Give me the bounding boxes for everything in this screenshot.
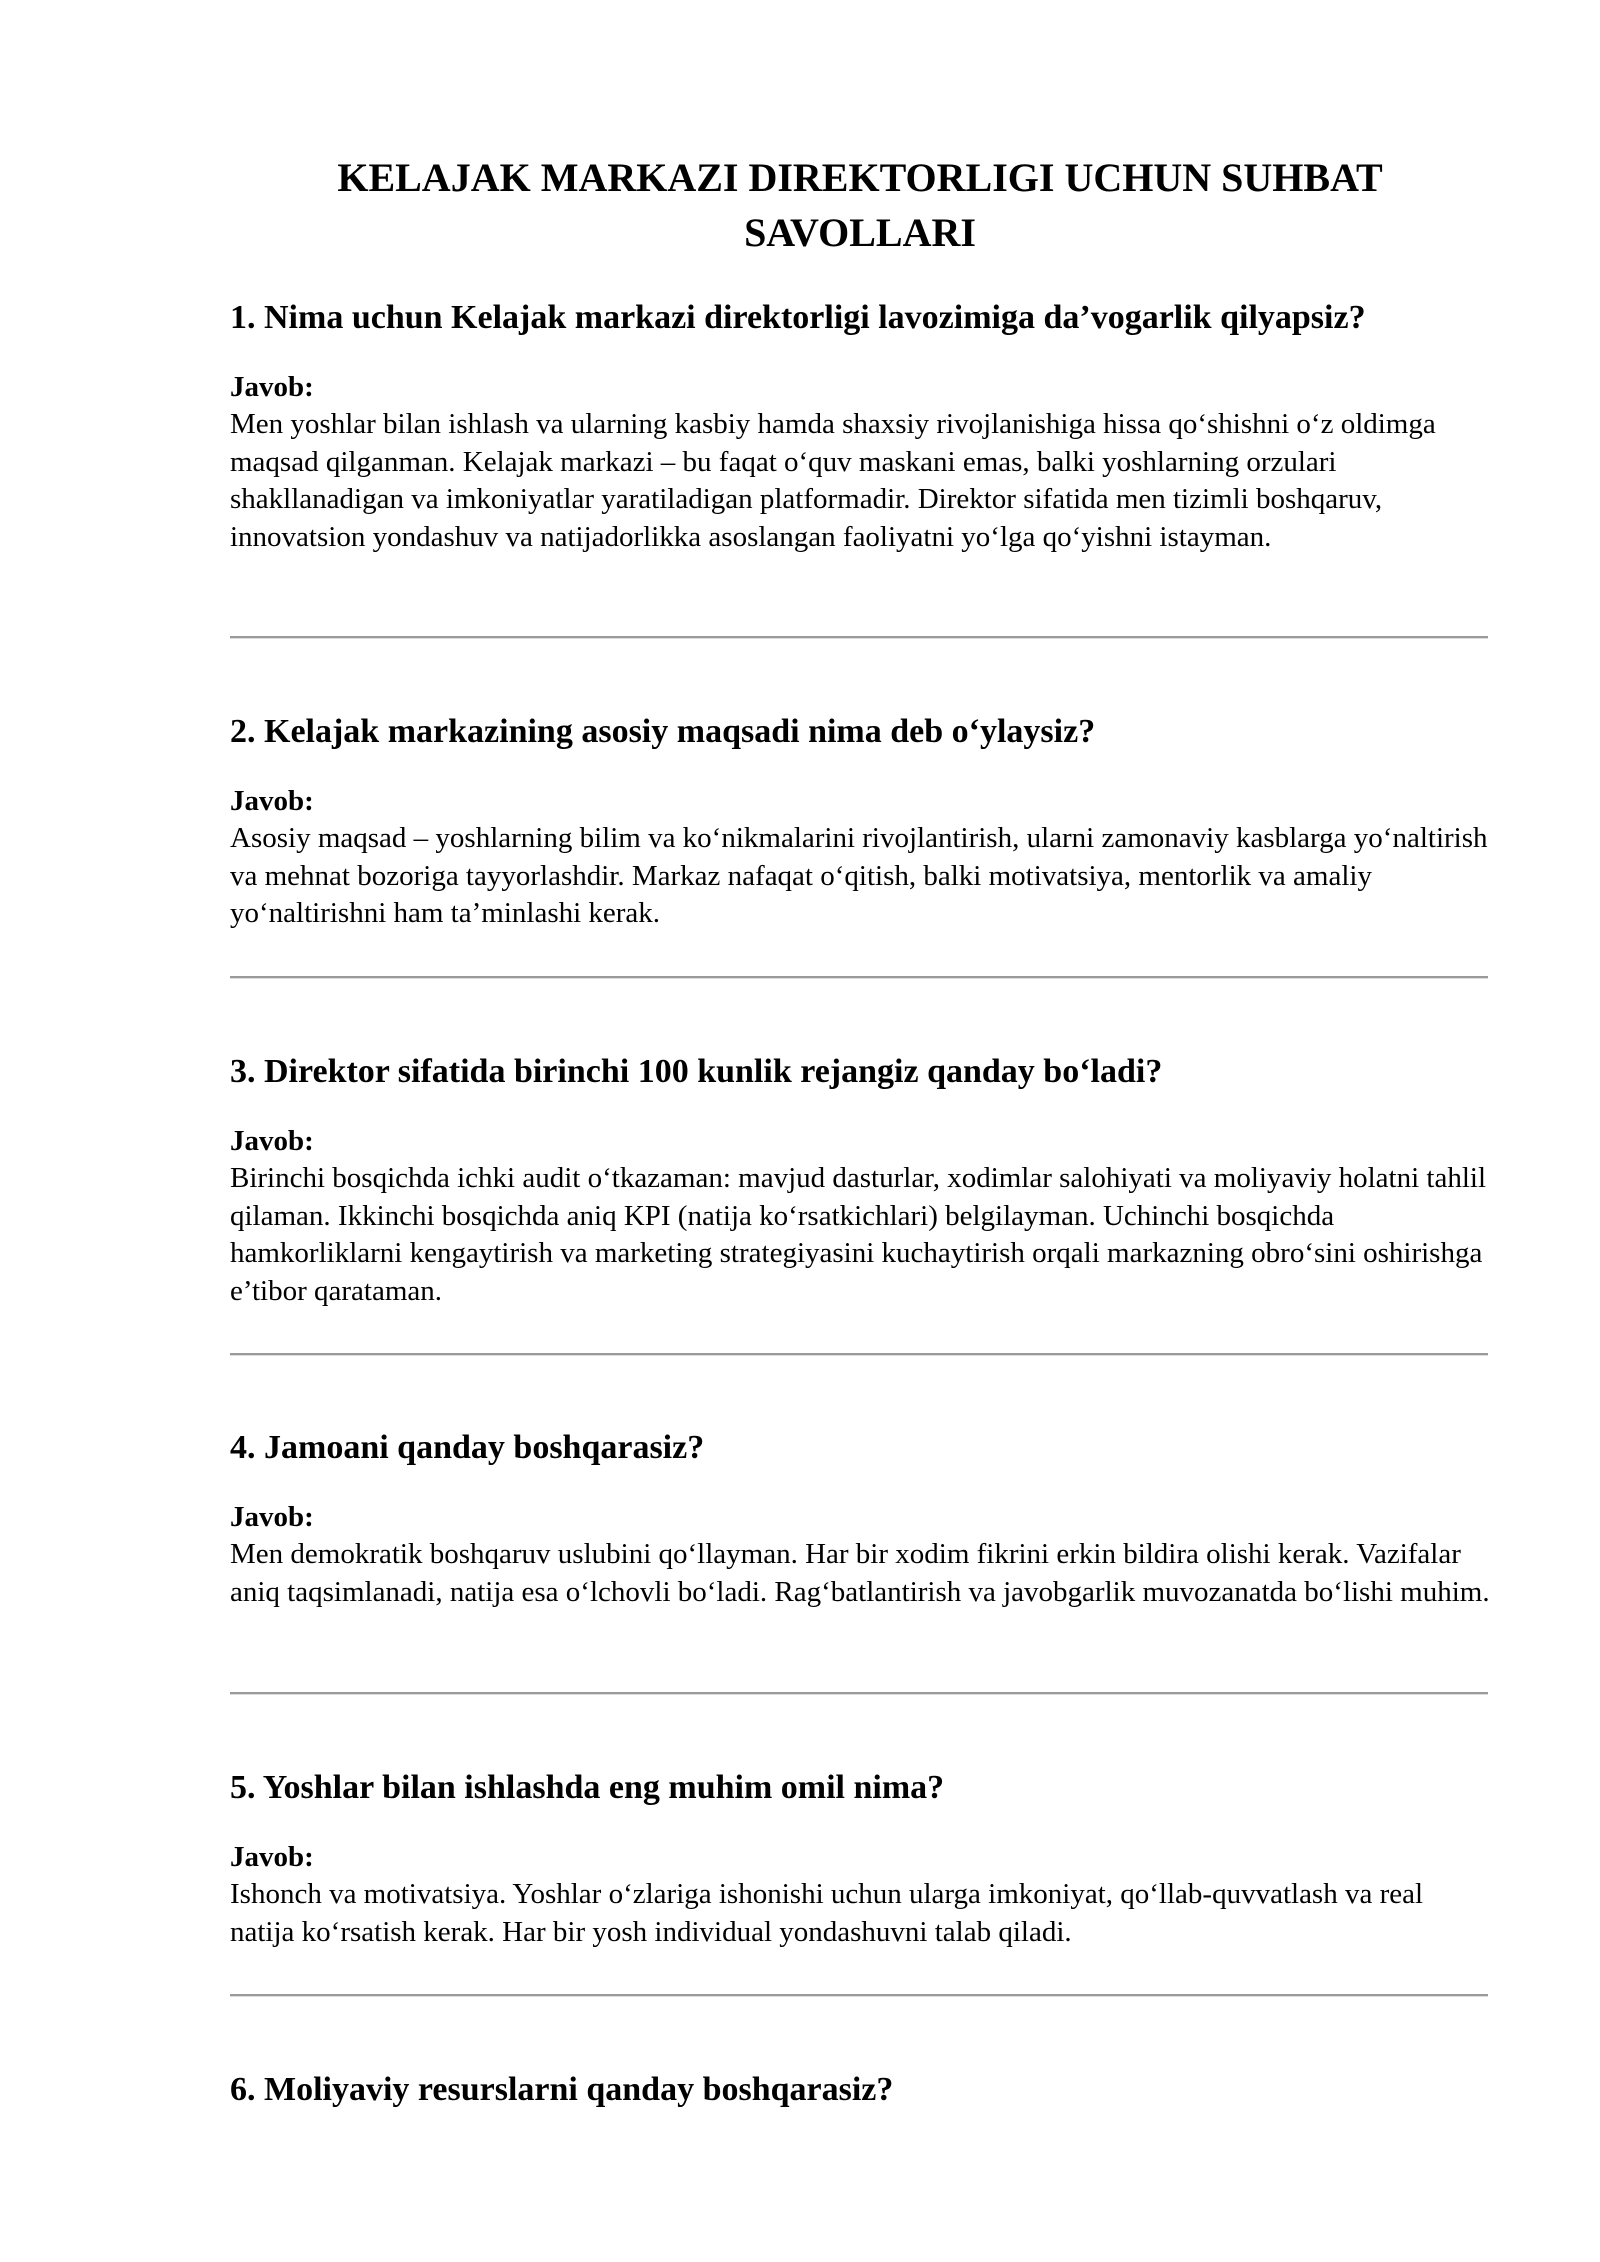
question-3: 3. Direktor sifatida birinchi 100 kunlik rejangiz qanday bo‘ladi? xyxy=(230,1053,1163,1090)
answer-label-5: Javob: xyxy=(230,1841,314,1873)
qa-section-6 xyxy=(230,2070,1490,2110)
question-5: 5. Yoshlar bilan ishlashda eng muhim omil nima? xyxy=(230,1769,945,1806)
section-divider-3 xyxy=(230,1353,1488,1356)
answer-label-4: Javob: xyxy=(230,1501,314,1533)
qa-section-5 xyxy=(230,1768,1490,1951)
answer-text-1: Men yoshlar bilan ishlash va ularning kasbiy hamda shaxsiy rivojlanishiga hissa qo‘shishni o‘z oldimga maqsad qilganman. Kelajak markazi – bu faqat o‘quv maskani emas, balki yoshlarning orzulari shakllanadigan va imkoniyatlar yaratiladigan platformadir. Direktor sifatida men tizimli boshqaruv, innovatsion yondashuv va natijadorlikka asoslangan faoliyatni yo‘lga qo‘yishni istayman. xyxy=(230,408,1436,553)
section-divider-2 xyxy=(230,976,1488,979)
qa-section-4 xyxy=(230,1428,1490,1611)
answer-text-2: Asosiy maqsad – yoshlarning bilim va ko‘nikmalarini rivojlantirish, ularni zamonaviy kasblarga yo‘naltirish va mehnat bozoriga tayyorlashdir. Markaz nafaqat o‘qitish, balki motivatsiya, mentorlik va amaliy yo‘naltirishni ham ta’minlashi kerak. xyxy=(230,822,1488,929)
qa-section-2 xyxy=(230,712,1490,933)
question-4: 4. Jamoani qanday boshqarasiz? xyxy=(230,1429,705,1466)
question-1: 1. Nima uchun Kelajak markazi direktorligi lavozimiga da’vogarlik qilyapsiz? xyxy=(230,299,1366,336)
answer-label-3: Javob: xyxy=(230,1125,314,1157)
answer-text-5: Ishonch va motivatsiya. Yoshlar o‘zlariga ishonishi uchun ularga imkoniyat, qo‘llab-quvvatlash va real natija ko‘rsatish kerak. Har bir yosh individual yondashuvni talab qiladi. xyxy=(230,1878,1424,1948)
answer-text-3: Birinchi bosqichda ichki audit o‘tkazaman: mavjud dasturlar, xodimlar salohiyati va moliyaviy holatni tahlil qilaman. Ikkinchi bosqichda aniq KPI (natija ko‘rsatkichlari) belgilayman. Uchinchi bosqichda hamkorliklarni kengaytirish va marketing strategiyasini kuchaytirish orqali markazning obro‘sini oshirishga e’tibor qarataman. xyxy=(230,1162,1487,1307)
answer-label-2: Javob: xyxy=(230,785,314,817)
section-divider-1 xyxy=(230,636,1488,639)
document-title: KELAJAK MARKAZI DIREKTORLIGI UCHUN SUHBAT SAVOLLARI xyxy=(337,155,1383,255)
question-2: 2. Kelajak markazining asosiy maqsadi nima deb o‘ylaysiz? xyxy=(230,713,1096,750)
qa-section-3 xyxy=(230,1052,1490,1310)
section-divider-5 xyxy=(230,1994,1488,1997)
question-6: 6. Moliyaviy resurslarni qanday boshqarasiz? xyxy=(230,2071,894,2108)
answer-label-1: Javob: xyxy=(230,371,314,403)
answer-text-4: Men demokratik boshqaruv uslubini qo‘llayman. Har bir xodim fikrini erkin bildira olishi kerak. Vazifalar aniq taqsimlanadi, natija esa o‘lchovli bo‘ladi. Rag‘batlantirish va javobgarlik muvozanatda bo‘lishi muhim. xyxy=(230,1538,1490,1608)
section-divider-4 xyxy=(230,1692,1488,1695)
qa-section-1 xyxy=(230,298,1490,556)
